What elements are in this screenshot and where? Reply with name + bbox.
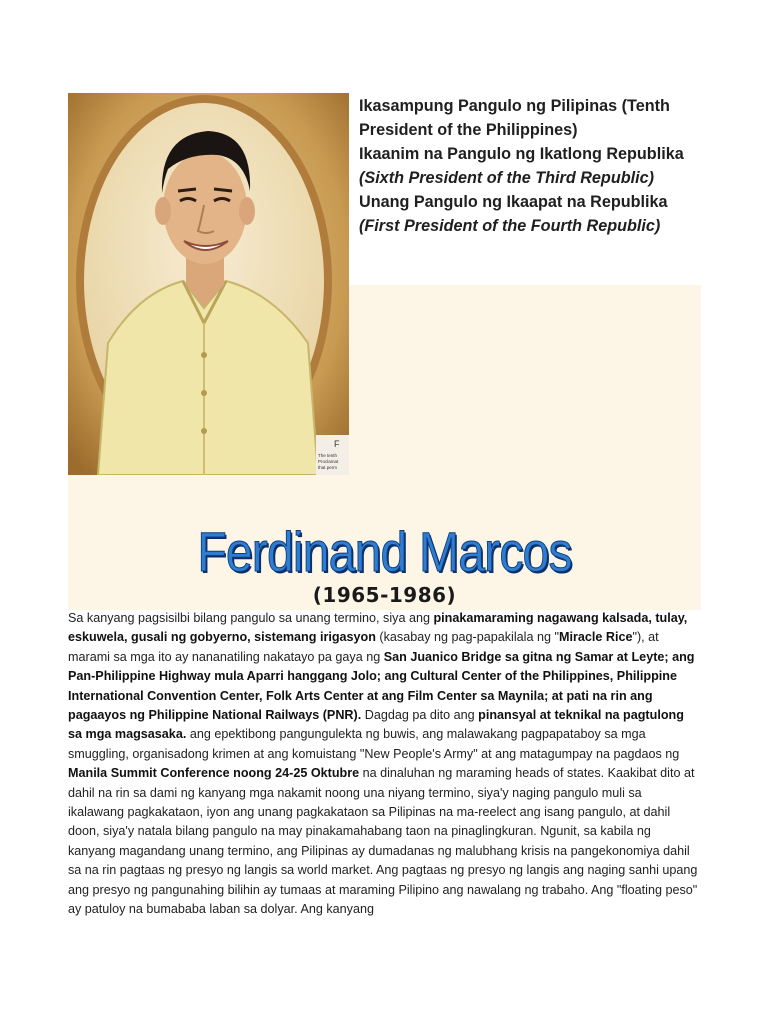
portrait-caption-letter: F xyxy=(334,439,340,449)
title-first-president-fourth-republic xyxy=(359,190,704,238)
portrait-image xyxy=(68,93,349,475)
title-third-republic-translation: (Sixth President of the Third Republic) xyxy=(359,169,654,187)
body-bold-segment: San Juanico Bridge sa gitna ng Samar at Leyte; ang Pan-Philippine Highway mula Aparri hanggang Jolo; ang Cultural Center of the Philippines, Philippine International Convention Center, Folk Arts Center at ang Film Center sa Maynila; at pati na rin ang pagaayos ng Philippine National Railways (PNR). xyxy=(68,649,695,723)
name-banner: Ferdinand Marcos xyxy=(197,520,572,583)
presidential-titles xyxy=(359,94,704,238)
portrait-illustration xyxy=(68,93,349,475)
title-fourth-republic-main: Unang Pangulo ng Ikaapat na Republika xyxy=(359,193,668,211)
title-fourth-republic-translation: (First President of the Fourth Republic) xyxy=(359,217,661,235)
body-bold-segment: pinansyal at teknikal na pagtulong sa mga magsasaka. xyxy=(68,708,684,742)
body-text-segment: (kasabay ng pag-papakilala ng " xyxy=(375,630,559,645)
title-third-republic-main: Ikaanim na Pangulo ng Ikatlong Republika xyxy=(359,145,684,163)
body-text-segment: ang epektibong pangungulekta ng buwis, ang malawakang pagpapataboy sa mga smuggling, organisadong krimen at ang komuistang "New People's Army" at ang matagumpay na pagdaos ng xyxy=(68,727,680,761)
body-text-segment: Sa kanyang pagsisilbi bilang pangulo sa unang termino, siya ang xyxy=(68,611,434,625)
portrait-caption-line: that perm xyxy=(318,465,338,470)
portrait-caption-line: Proclamat xyxy=(318,459,339,464)
body-bold-segment: pinakamaraming nagawang kalsada, tulay, eskuwela, gusali ng gobyerno, sistemang irigasyon xyxy=(68,611,688,645)
body-text-segment: Dagdag pa dito ang xyxy=(361,708,479,723)
title-tenth-president: Ikasampung Pangulo ng Pilipinas (Tenth President of the Philippines) xyxy=(359,97,670,139)
body-bold-segment: Manila Summit Conference noong 24-25 Oktubre xyxy=(68,766,360,781)
body-bold-segment: Miracle Rice xyxy=(558,630,633,645)
term-years: (1965-1986) xyxy=(312,583,457,607)
biography-paragraph xyxy=(68,609,700,920)
body-text-segment: na dinaluhan ng maraming heads of states. Kaakibat dito at dahil na rin sa dami ng kanyang mga nakamit noong una niyang termino, siya'y naging pangulo muli sa ikalawang pagkakataon, iyon ang unang pagkakataon sa Pilipinas na ma-reelect ang isang pangulo, at dahil doon, siya'y natala bilang pangulo na may pinakamahabang taon na pinaglingkuran. Ngunit, sa kabila ng kanyang magandang unang termino, ang Pilipinas ay dumadanas ng malubhang krisis na pangekonomiya dahil sa na rin pagtaas ng presyo ng langis sa world market. Ang pagtaas ng presyo ng langis ang naging sanhi upang ang presyo ng pangunahing bilihin ay tumaas at maraming Pilipino ang nawalang ng trabaho. Ang "floating peso" ay patuloy na bumababa laban sa dolyar. Ang kanyang xyxy=(68,766,698,917)
body-text-segment: "), at marami sa mga ito ay nananatiling nakatayo pa gaya ng xyxy=(68,630,659,664)
title-sixth-president-third-republic xyxy=(359,142,704,190)
portrait-caption-line: The tenth xyxy=(318,453,338,458)
cream-background-panel xyxy=(349,285,701,475)
